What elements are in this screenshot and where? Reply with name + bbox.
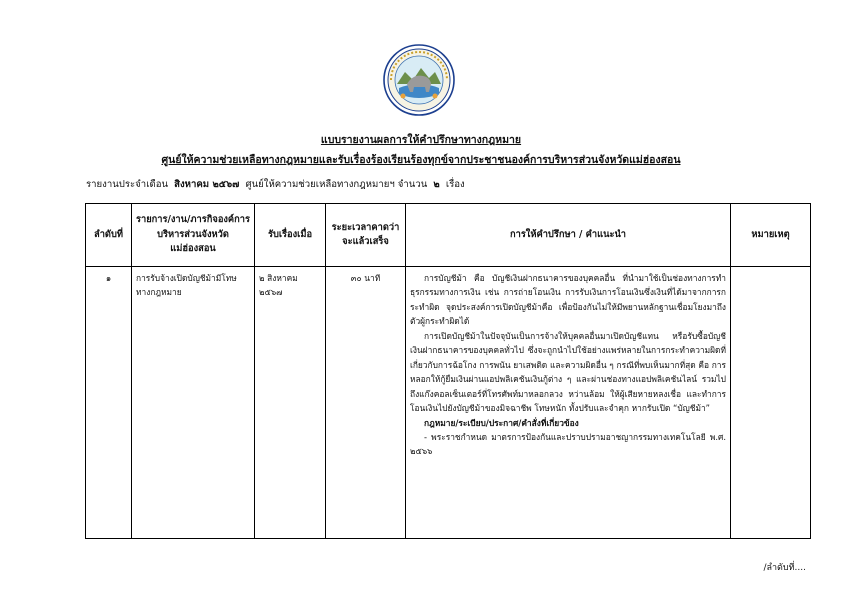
header-remark: หมายเหตุ — [731, 204, 811, 267]
organization-seal-logo — [383, 44, 455, 116]
header-received: รับเรื่องเมื่อ — [255, 204, 326, 267]
intro-count: ๒ — [433, 179, 440, 190]
intro-unit: เรื่อง — [445, 179, 465, 190]
row-remark — [731, 267, 811, 539]
advice-paragraph-1: การบัญชีม้า คือ บัญชีเงินฝากธนาคารของบุคคลอื่น ที่นำมาใช้เป็นช่องทางการทำธุรกรรมทางการเงิน เช่น การถ่ายโอนเงิน การรับเงินการโอนเงินซึ่งเงินที่ได้มาจากการกระทำผิด จุดประสงค์การเปิดบัญชีม้าคือ เพื่อป้องกันไม่ให้มีพยานหลักฐานเชื่อมโยงมาถึงตัวผู้กระทำผิดได้ — [410, 273, 726, 327]
header-task: รายการ/งาน/ภารกิจองค์การบริหารส่วนจังหวัดแม่ฮ่องสอน — [132, 204, 255, 267]
row-duration: ๓๐ นาที — [326, 267, 406, 539]
row-advice — [406, 267, 731, 539]
next-page-marker: /ลำดับที่.... — [763, 563, 806, 573]
report-subtitle: ศูนย์ให้ความช่วยเหลือทางกฎหมายและรับเรื่องร้องเรียนร้องทุกข์จากประชาชนองค์การบริหารส่วนจังหวัดแม่ฮ่องสอน — [161, 154, 681, 166]
table-header-row — [86, 204, 811, 267]
table-row — [86, 267, 811, 539]
row-received: ๒ สิงหาคม ๒๕๖๗ — [255, 267, 326, 539]
intro-suffix: ศูนย์ให้ความช่วยเหลือทางกฎหมายฯ จำนวน — [245, 179, 428, 190]
report-title: แบบรายงานผลการให้คำปรึกษาทางกฎหมาย — [320, 134, 522, 146]
row-task: การรับจ้างเปิดบัญชีม้ามีโทษทางกฎหมาย — [132, 267, 255, 539]
header-duration: ระยะเวลาคาดว่าจะแล้วเสร็จ — [326, 204, 406, 267]
intro-month: สิงหาคม ๒๕๖๗ — [174, 179, 240, 190]
intro-prefix: รายงานประจำเดือน — [86, 179, 169, 190]
advice-paragraph-2: การเปิดบัญชีม้าในปัจจุบันเป็นการจ้างให้บุคคลอื่นมาเปิดบัญชีแทน หรือรับซื้อบัญชีเงินฝากธนาคารของบุคคลทั่วไป ซึ่งจะถูกนำไปใช้อย่างแพร่หลายในการกระทำความผิดที่เกี่ยวกับการฉ้อโกง การพนัน ยาเสพติด และความผิดอื่น ๆ กรณีที่พบเห็นมากที่สุด คือ การหลอกให้กู้ยืมเงินผ่านแอปพลิเคชันเงินกู้ต่าง ๆ และผ่านช่องทางแอปพลิเคชันไลน์ รวมไปถึงแก๊งคอลเซ็นเตอร์ที่โทรศัพท์มาหลอกลวง หว่านล้อม ให้ผู้เสียหายหลงเชื่อ และทำการโอนเงินไปยังบัญชีม้าของมิจฉาชีพ โทษหนัก ทั้งปรับและจำคุก หากรับเปิด “บัญชีม้า” — [410, 330, 726, 414]
report-table — [85, 203, 811, 539]
row-no: ๑ — [86, 267, 132, 539]
header-advice: การให้คำปรึกษา / คำแนะนำ — [406, 204, 731, 267]
law-heading: กฎหมาย/ระเบียบ/ประกาศ/คำสั่งที่เกี่ยวข้อง — [424, 417, 579, 428]
law-item: - พระราชกำหนด มาตรการป้องกันและปราบปรามอาชญากรรมทางเทคโนโลยี พ.ศ. ๒๕๖๖ — [410, 431, 726, 457]
report-intro — [86, 177, 465, 192]
header-no: ลำดับที่ — [86, 204, 132, 267]
